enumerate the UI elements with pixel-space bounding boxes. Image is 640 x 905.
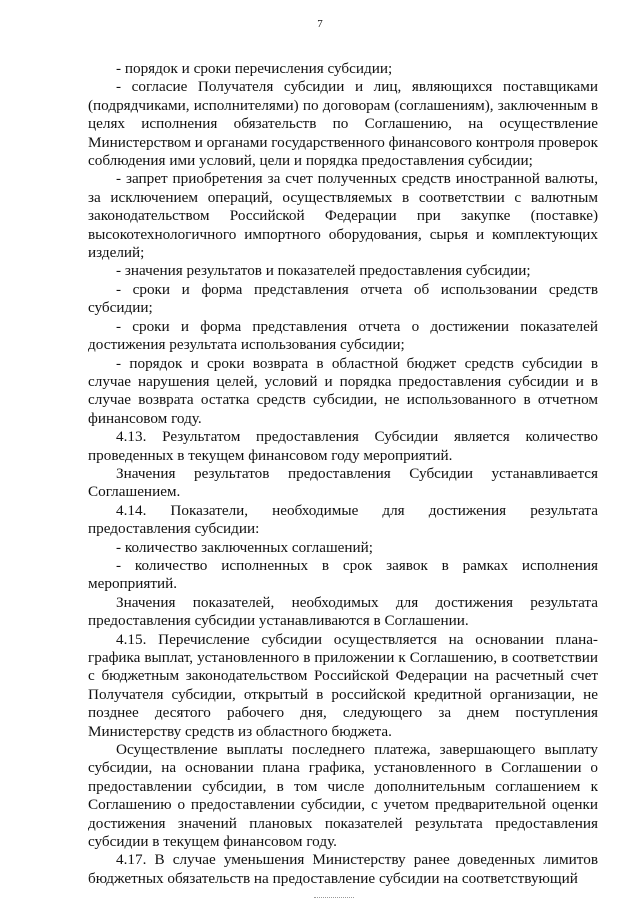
- paragraph-8: 4.13. Результатом предоставления Субсидии является количество проведенных в текущем финансовом году мероприятий.: [88, 428, 598, 464]
- paragraph-7: - порядок и сроки возврата в областной бюджет средств субсидии в случае нарушения целей, условий и порядка предоставления субсидии и в случае возврата остатка средств субсидии, не использованного в отчетном финансовом году.: [88, 354, 598, 427]
- scan-artifact: [314, 897, 354, 900]
- paragraph-6: - сроки и форма представления отчета о достижении показателей достижения результата использования субсидии;: [88, 317, 598, 354]
- paragraph-3: - запрет приобретения за счет полученных средств иностранной валюты, за исключением операций, осуществляемых в соответствии с валютным законодательством Российской Федерации при закупке (поставке) высокотехнологичного импортного оборудования, сырья и комплектующих изделий;: [88, 170, 598, 262]
- paragraph-4: - значения результатов и показателей предоставления субсидии;: [116, 262, 531, 280]
- paragraph-11: - количество заключенных соглашений;: [116, 538, 373, 556]
- document-body: [88, 60, 598, 888]
- paragraph-5: - сроки и форма представления отчета об использовании средств субсидии;: [88, 280, 598, 317]
- paragraph-10: 4.14. Показатели, необходимые для достижения результата предоставления субсидии:: [88, 501, 598, 538]
- paragraph-2: - согласие Получателя субсидии и лиц, являющихся поставщиками (подрядчиками, исполнителями) по договорам (соглашениям), заключенным в целях исполнения обязательств по Соглашению, на осуществление Министерством и органами государственного финансового контроля проверок соблюдения ими условий, цели и порядка предоставления субсидии;: [88, 78, 599, 170]
- paragraph-16: 4.17. В случае уменьшения Министерству ранее доведенных лимитов бюджетных обязательств на предоставление субсидии на соответствующий: [88, 851, 598, 887]
- paragraph-9: Значения результатов предоставления Субсидии устанавливается Соглашением.: [88, 464, 598, 501]
- paragraph-13: Значения показателей, необходимых для достижения результата предоставления субсидии устанавливаются в Соглашении.: [88, 593, 598, 630]
- paragraph-12: - количество исполненных в срок заявок в рамках исполнения мероприятий.: [88, 556, 598, 593]
- paragraph-15: Осуществление выплаты последнего платежа, завершающего выплату субсидии, на основании плана графика, установленного в Соглашении о предоставлении субсидии, в том числе дополнительным соглашением к Соглашению о предоставлении субсидии, с учетом предварительной оценки достижения значений плановых показателей результата предоставления субсидии в текущем финансовом году.: [88, 741, 598, 851]
- page-number: 7: [317, 18, 323, 30]
- paragraph-14: 4.15. Перечисление субсидии осуществляется на основании плана-графика выплат, установленного в приложении к Соглашению, в соответствии с бюджетным законодательством Российской Федерации на расчетный счет Получателя субсидии, открытый в российской кредитной организации, не позднее десятого рабочего дня, следующего за днем поступления Министерству средств из областного бюджета.: [88, 630, 598, 740]
- paragraph-1: - порядок и сроки перечисления субсидии;: [116, 60, 393, 77]
